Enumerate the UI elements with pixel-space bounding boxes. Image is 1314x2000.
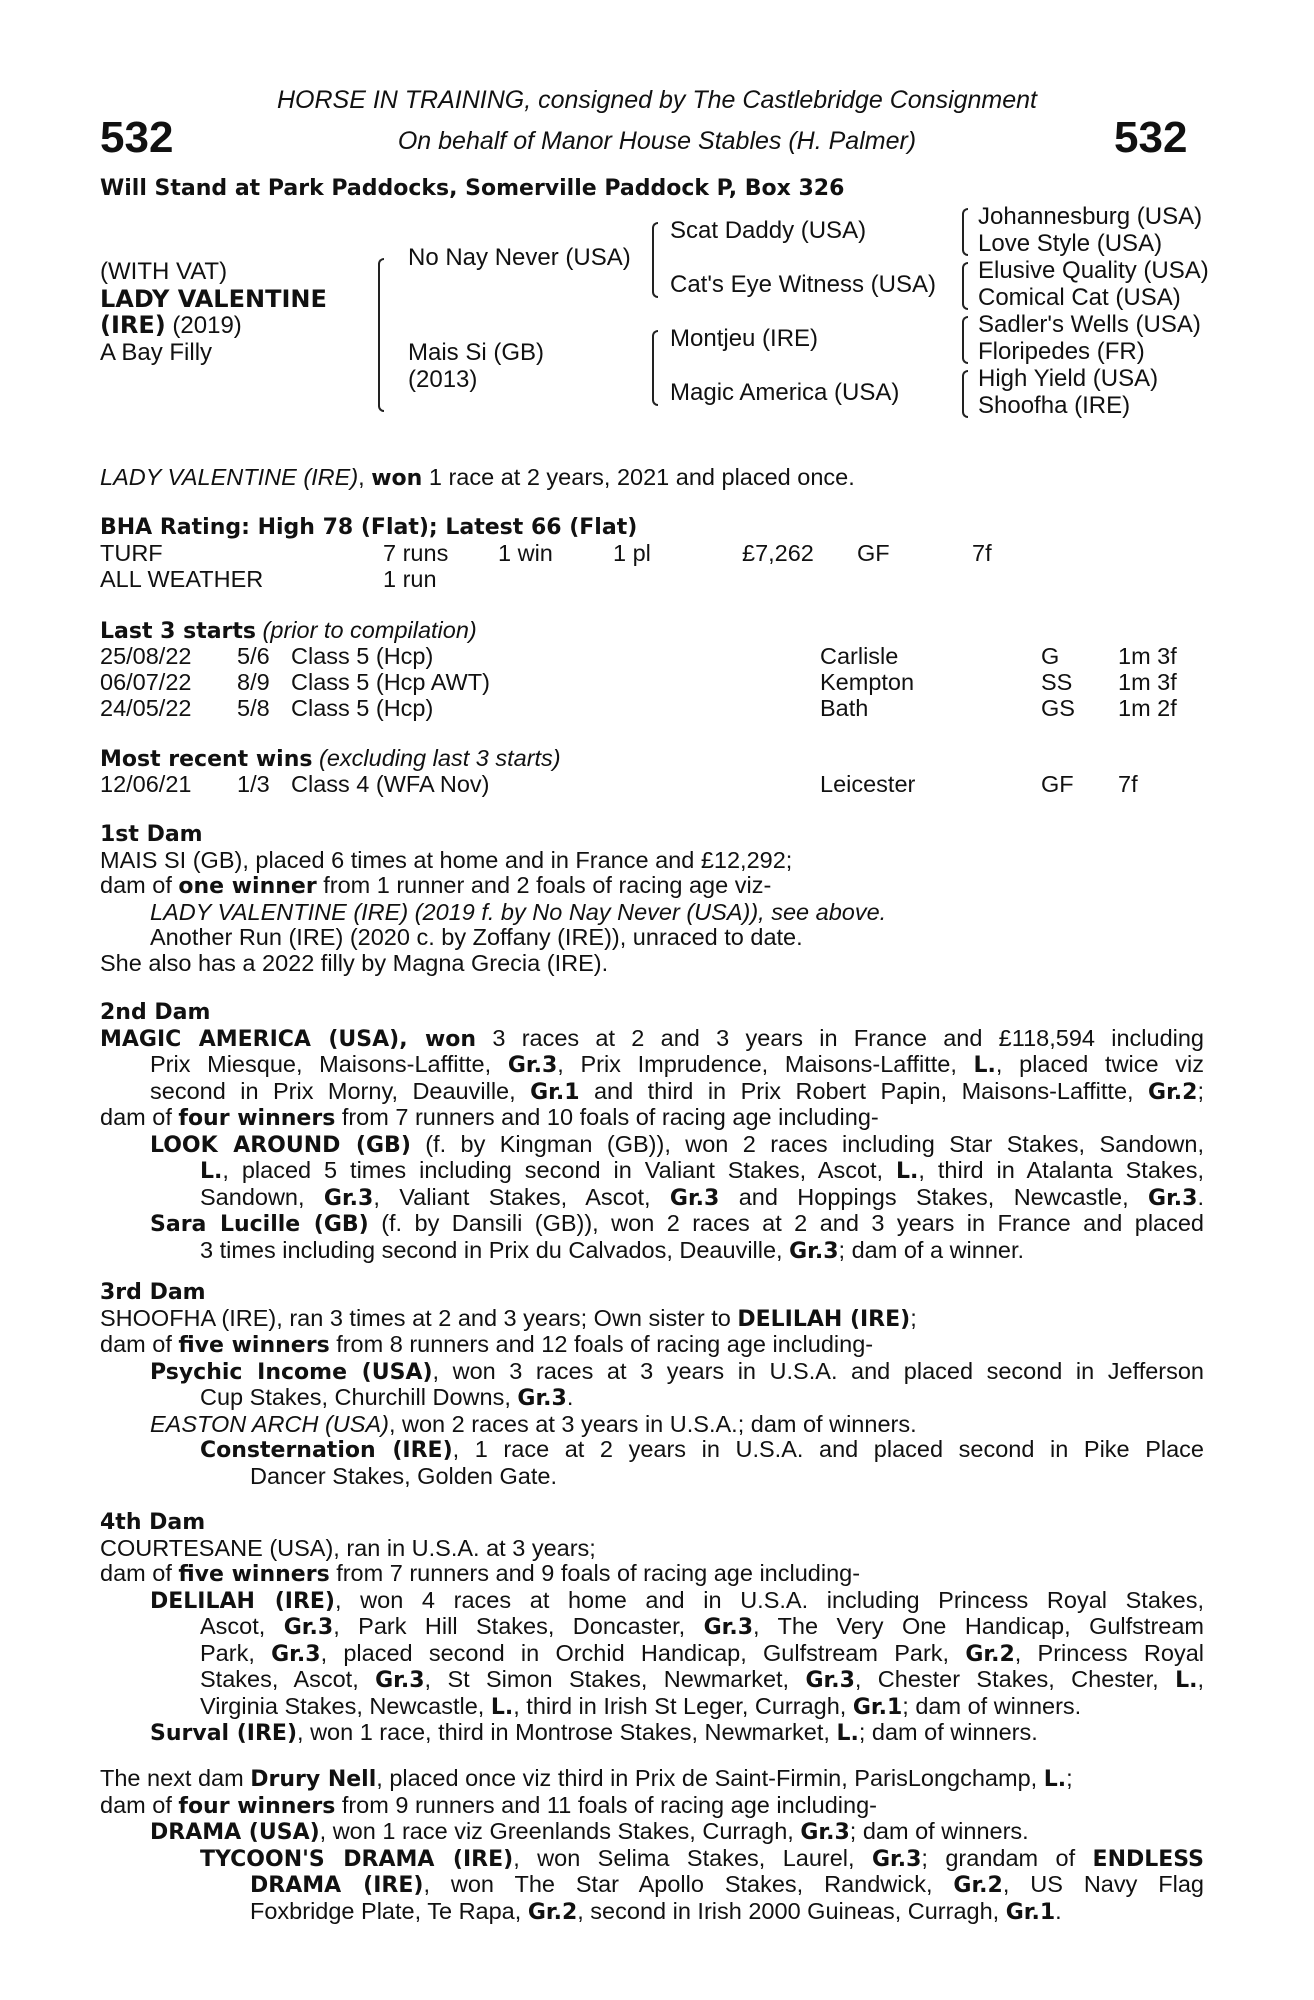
fourth-dam-section: [100, 1510, 1204, 1747]
summary-name: LADY VALENTINE (IRE): [100, 464, 359, 490]
horse-country: (IRE): [100, 311, 166, 339]
second-dam-line: Sandown, Gr.3, Valiant Stakes, Ascot, Gr.3 and Hoppings Stakes, Newcastle, Gr.3.: [200, 1183, 1204, 1211]
first-dam-line: MAIS SI (GB), placed 6 times at home and in France and £12,292;: [100, 846, 793, 873]
row-course: Bath: [820, 695, 869, 721]
third-dam-line: Psychic Income (USA), won 3 races at 3 years in U.S.A. and placed second in Jefferson: [150, 1357, 1205, 1385]
row-date: 12/06/21: [100, 771, 192, 797]
recent-title: Most recent wins: [100, 747, 313, 772]
pedigree-sire-sire: Scat Daddy (USA): [670, 217, 867, 244]
row-date: 06/07/22: [100, 669, 192, 695]
second-dam-line: 3 times including second in Prix du Calvados, Deauville, Gr.3; dam of a winner.: [200, 1236, 1025, 1264]
row-going: GF: [1041, 771, 1074, 797]
fourth-dam-line: COURTESANE (USA), ran in U.S.A. at 3 years;: [100, 1534, 596, 1561]
brace-ss: [962, 208, 968, 256]
next-dam-line: The next dam Drury Nell, placed once viz third in Prix de Saint-Firmin, ParisLongchamp, L.;: [100, 1765, 1073, 1792]
recent-heading: [100, 746, 1200, 773]
stand-location: Will Stand at Park Paddocks, Somerville Paddock P, Box 326: [100, 176, 845, 201]
second-dam-title: 2nd Dam: [100, 1000, 211, 1025]
turf-wins: 1 win: [498, 540, 553, 566]
pedigree-dam-dam: Magic America (USA): [670, 379, 900, 406]
behalf-line: On behalf of Manor House Stables (H. Palmer): [397, 127, 917, 155]
next-dam-line: Foxbridge Plate, Te Rapa, Gr.2, second in Irish 2000 Guineas, Curragh, Gr.1.: [250, 1897, 1062, 1925]
row-class: Class 5 (Hcp): [291, 695, 434, 721]
second-dam-line: dam of four winners from 7 runners and 10 foals of racing age including-: [100, 1104, 879, 1131]
row-position: 5/8: [237, 695, 270, 721]
lot-number-left: 532: [100, 113, 174, 162]
third-dam-line: dam of five winners from 8 runners and 12 foals of racing age including-: [100, 1331, 874, 1358]
pedigree-dsd: Floripedes (FR): [978, 338, 1145, 365]
pedigree-dam: Mais Si (GB): [408, 339, 545, 366]
row-class: Class 5 (Hcp AWT): [291, 669, 490, 695]
third-dam-line: EASTON ARCH (USA), won 2 races at 3 years in U.S.A.; dam of winners.: [150, 1410, 917, 1437]
pedigree-ddd: Shoofha (IRE): [978, 392, 1131, 419]
second-dam-section: [100, 1000, 1204, 1264]
row-distance: 1m 2f: [1118, 695, 1177, 721]
second-dam-line: L., placed 5 times including second in Valiant Stakes, Ascot, L., third in Atalanta Stakes,: [200, 1157, 1204, 1184]
third-dam-line: Consternation (IRE), 1 race at 2 years in U.S.A. and placed second in Pike Place: [200, 1436, 1204, 1463]
brace-main: [378, 258, 384, 412]
row-position: 8/9: [237, 669, 270, 695]
first-dam-title: 1st Dam: [100, 822, 203, 847]
row-class: Class 4 (WFA Nov): [291, 771, 490, 797]
aw-runs: 1 run: [383, 566, 437, 592]
row-distance: 1m 3f: [1118, 669, 1177, 695]
brace-dam: [652, 330, 658, 406]
pedigree-sdd: Comical Cat (USA): [978, 284, 1181, 311]
row-distance: 1m 3f: [1118, 643, 1177, 669]
fourth-dam-line: DELILAH (IRE), won 4 races at home and in U.S.A. including Princess Royal Stakes,: [150, 1586, 1205, 1614]
row-distance: 7f: [1118, 771, 1138, 797]
next-dam-line: DRAMA (IRE), won The Star Apollo Stakes, Randwick, Gr.2, US Navy Flag: [250, 1871, 1204, 1898]
second-dam-line: Sara Lucille (GB) (f. by Dansili (GB)), won 2 races at 2 and 3 years in France and placed: [150, 1210, 1204, 1237]
pedigree-dam-year: (2013): [408, 366, 478, 393]
pedigree-sire-dam: Cat's Eye Witness (USA): [670, 271, 936, 298]
lot-number-right: 532: [1114, 113, 1188, 162]
row-position: 1/3: [237, 771, 270, 797]
second-dam-line: MAGIC AMERICA (USA), won 3 races at 2 and 3 years in France and £118,594 including: [100, 1024, 1204, 1052]
aw-label: ALL WEATHER: [100, 566, 264, 592]
next-dam-section: [100, 1766, 1204, 1925]
horse-description: A Bay Filly: [100, 339, 213, 366]
row-going: SS: [1041, 669, 1073, 695]
third-dam-line: Dancer Stakes, Golden Gate.: [250, 1462, 557, 1489]
fourth-dam-title: 4th Dam: [100, 1510, 206, 1535]
next-dam-line: dam of four winners from 9 runners and 11 foals of racing age including-: [100, 1791, 877, 1819]
next-dam-line: DRAMA (USA), won 1 race viz Greenlands Stakes, Curragh, Gr.3; dam of winners.: [150, 1818, 1029, 1845]
turf-distance: 7f: [972, 540, 992, 566]
fourth-dam-line: Virginia Stakes, Newcastle, L., third in Irish St Leger, Curragh, Gr.1; dam of winners.: [200, 1692, 1082, 1720]
third-dam-section: [100, 1280, 1204, 1489]
pedigree-dam-sire: Montjeu (IRE): [670, 325, 819, 352]
first-dam-foal: Another Run (IRE) (2020 c. by Zoffany (IRE)), unraced to date.: [150, 924, 803, 950]
third-dam-line: SHOOFHA (IRE), ran 3 times at 2 and 3 years; Own sister to DELILAH (IRE);: [100, 1304, 917, 1332]
fourth-dam-line: Park, Gr.3, placed second in Orchid Handicap, Gulfstream Park, Gr.2, Princess Royal: [200, 1639, 1204, 1667]
fourth-dam-line: dam of five winners from 7 runners and 9 foals of racing age including-: [100, 1560, 861, 1587]
pedigree-sire: No Nay Never (USA): [408, 244, 631, 271]
pedigree-dds: High Yield (USA): [978, 365, 1159, 392]
turf-placed: 1 pl: [613, 540, 651, 566]
next-dam-line: TYCOON'S DRAMA (IRE), won Selima Stakes, Laurel, Gr.3; grandam of ENDLESS: [200, 1844, 1204, 1872]
pedigree-dss: Sadler's Wells (USA): [978, 311, 1201, 338]
race-summary: LADY VALENTINE (IRE), won 1 race at 2 years, 2021 and placed once.: [100, 464, 855, 491]
second-dam-line: Prix Miesque, Maisons-Laffitte, Gr.3, Prix Imprudence, Maisons-Laffitte, L., placed twice viz: [150, 1051, 1204, 1078]
bha-rating: BHA Rating: High 78 (Flat); Latest 66 (Flat): [100, 515, 638, 540]
turf-going: GF: [857, 540, 890, 566]
first-dam-line: dam of one winner from 1 runner and 2 foals of racing age viz-: [100, 872, 772, 899]
last3-heading: [100, 618, 1200, 645]
row-class: Class 5 (Hcp): [291, 643, 434, 669]
third-dam-line: Cup Stakes, Churchill Downs, Gr.3.: [200, 1384, 574, 1411]
recent-note: (excluding last 3 starts): [312, 745, 561, 771]
second-dam-line: LOOK AROUND (GB) (f. by Kingman (GB)), won 2 races including Star Stakes, Sandown,: [150, 1130, 1204, 1158]
row-course: Carlisle: [820, 643, 899, 669]
last3-title: Last 3 starts: [100, 619, 257, 644]
horse-year: (2019): [165, 312, 242, 339]
brace-sire: [652, 222, 658, 298]
pedigree-sss: Johannesburg (USA): [978, 203, 1203, 230]
row-position: 5/6: [237, 643, 270, 669]
brace-ds: [962, 316, 968, 364]
pedigree-ssd: Love Style (USA): [978, 230, 1163, 257]
turf-earnings: £7,262: [742, 540, 814, 566]
pedigree-sds: Elusive Quality (USA): [978, 257, 1209, 284]
row-date: 24/05/22: [100, 695, 192, 721]
fourth-dam-line: Ascot, Gr.3, Park Hill Stakes, Doncaster, Gr.3, The Very One Handicap, Gulfstream: [200, 1613, 1204, 1640]
turf-label: TURF: [100, 540, 163, 566]
brace-dd: [962, 370, 968, 418]
horse-name: LADY VALENTINE: [100, 285, 327, 313]
row-going: G: [1041, 643, 1060, 669]
vat-label: (WITH VAT): [100, 258, 228, 285]
row-going: GS: [1041, 695, 1075, 721]
turf-runs: 7 runs: [383, 540, 449, 566]
summary-rest: 1 race at 2 years, 2021 and placed once.: [422, 464, 855, 490]
fourth-dam-line: Stakes, Ascot, Gr.3, St Simon Stakes, Newmarket, Gr.3, Chester Stakes, Chester, L.,: [200, 1666, 1204, 1693]
summary-won: won: [371, 466, 423, 491]
first-dam-section: [100, 822, 1204, 976]
fourth-dam-line: Surval (IRE), won 1 race, third in Montrose Stakes, Newmarket, L.; dam of winners.: [150, 1719, 1038, 1746]
brace-sd: [962, 262, 968, 310]
first-dam-foal: LADY VALENTINE (IRE) (2019 f. by No Nay Never (USA)), see above.: [150, 898, 887, 925]
second-dam-line: second in Prix Morny, Deauville, Gr.1 and third in Prix Robert Papin, Maisons-Laffitte, Gr.2;: [150, 1077, 1204, 1105]
row-course: Kempton: [820, 669, 915, 695]
last3-note: (prior to compilation): [256, 617, 477, 643]
consignment-line: HORSE IN TRAINING, consigned by The Castlebridge Consignment: [276, 86, 1038, 114]
third-dam-title: 3rd Dam: [100, 1280, 206, 1305]
row-course: Leicester: [820, 771, 916, 797]
first-dam-line: She also has a 2022 filly by Magna Grecia (IRE).: [100, 949, 609, 976]
row-date: 25/08/22: [100, 643, 192, 669]
horse-name-line2: [100, 312, 242, 339]
